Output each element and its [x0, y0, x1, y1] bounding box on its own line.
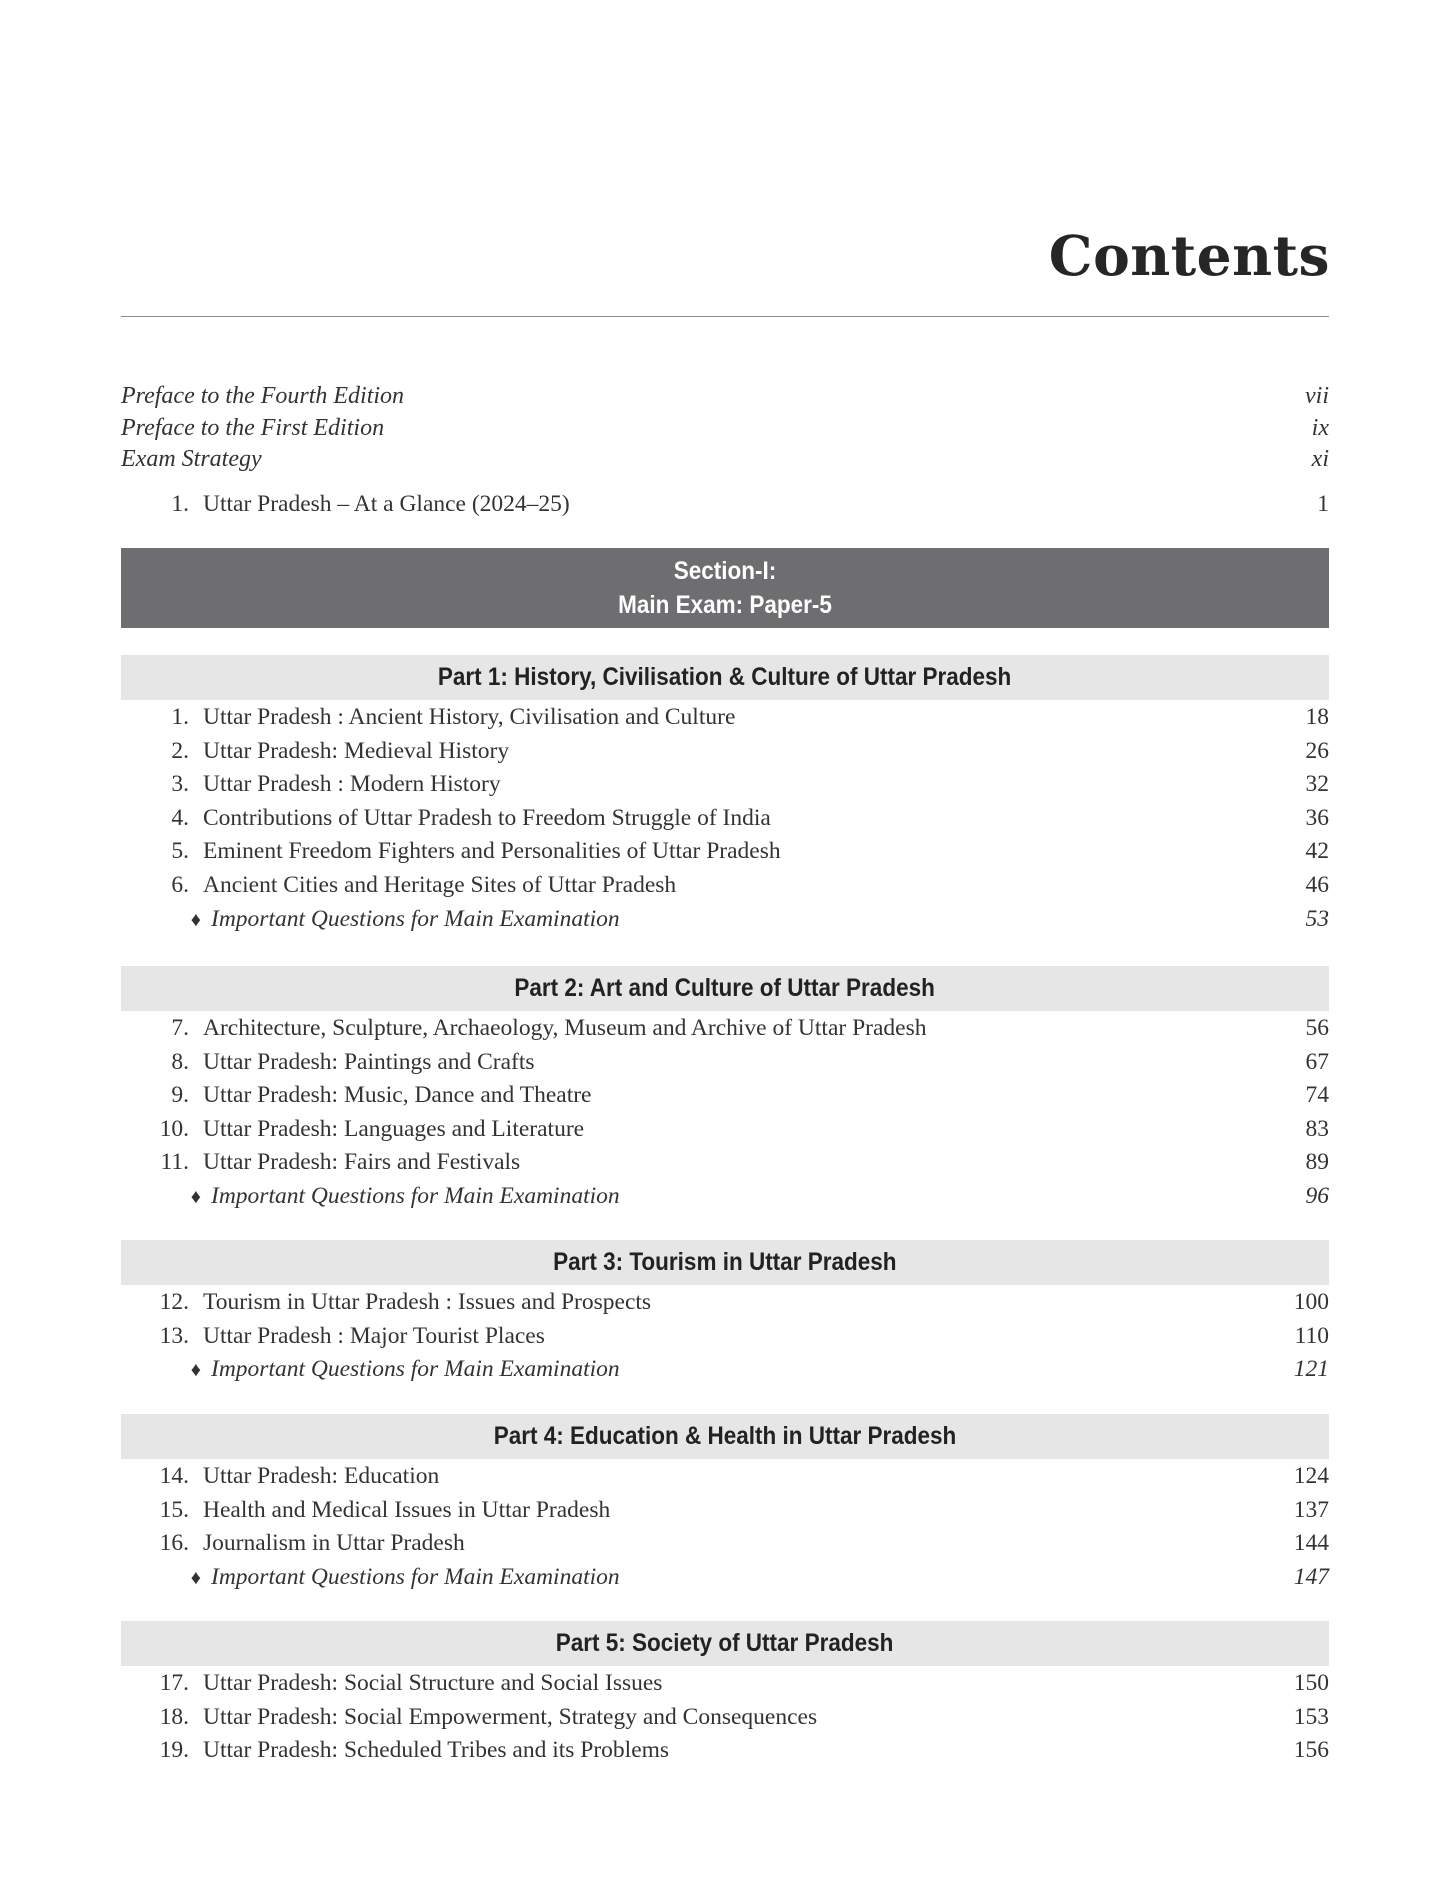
section-subtitle: Main Exam: Paper-5 [618, 591, 832, 619]
part-heading [121, 966, 1329, 1011]
chapter-number: 14. [159, 1463, 189, 1489]
chapter-title: Uttar Pradesh: Education [203, 1463, 440, 1489]
chapter-title: Uttar Pradesh: Music, Dance and Theatre [203, 1082, 592, 1109]
chapter-entry[interactable] [121, 1323, 1329, 1357]
questions-title: Important Questions for Main Examination [211, 1356, 620, 1383]
front-matter-item[interactable] [121, 383, 1329, 415]
chapter-number: 2. [171, 737, 189, 764]
front-matter-page: vii [1305, 383, 1329, 409]
chapter-page: 32 [1305, 771, 1329, 798]
chapter-entry[interactable] [121, 1149, 1329, 1183]
chapter-title: Eminent Freedom Fighters and Personalities of Uttar Pradesh [203, 838, 781, 865]
chapter-page: 144 [1293, 1530, 1329, 1557]
front-matter-page: xi [1311, 446, 1329, 472]
questions-title: Important Questions for Main Examination [211, 905, 620, 932]
chapter-entry[interactable] [121, 738, 1329, 772]
part-heading [121, 1621, 1329, 1666]
chapter-page: 18 [1305, 704, 1329, 730]
questions-entry[interactable] [121, 906, 1329, 941]
chapter-page: 36 [1305, 804, 1329, 831]
chapter-number: 7. [171, 1015, 189, 1041]
chapter-entry[interactable] [121, 1116, 1329, 1150]
chapter-page: 89 [1305, 1149, 1329, 1176]
title-divider [121, 316, 1329, 317]
chapter-entry[interactable] [121, 1497, 1329, 1531]
chapter-title: Uttar Pradesh : Major Tourist Places [203, 1322, 545, 1349]
chapter-number: 17. [159, 1670, 189, 1696]
chapter-entry[interactable] [121, 1670, 1329, 1704]
part-heading-text: Part 3: Tourism in Uttar Pradesh [553, 1248, 897, 1276]
part-chapter-list [121, 1459, 1329, 1599]
section-label: Section-I: [673, 557, 777, 585]
chapter-title: Uttar Pradesh : Ancient History, Civilisation and Culture [203, 704, 736, 730]
chapter-entry[interactable] [121, 1737, 1329, 1771]
chapter-entry[interactable] [121, 1082, 1329, 1116]
chapter-page: 83 [1305, 1115, 1329, 1142]
chapter-number: 13. [159, 1322, 189, 1349]
questions-title: Important Questions for Main Examination [211, 1563, 620, 1590]
chapter-page: 46 [1305, 871, 1329, 898]
chapter-page: 56 [1305, 1015, 1329, 1041]
chapter-title: Tourism in Uttar Pradesh : Issues and Prospects [203, 1289, 652, 1315]
chapter-entry[interactable] [121, 1463, 1329, 1497]
chapter-entry[interactable] [121, 1530, 1329, 1564]
front-matter-title: Exam Strategy [121, 446, 262, 472]
chapter-number: 8. [171, 1048, 189, 1075]
chapter-title: Uttar Pradesh : Modern History [203, 771, 501, 798]
chapter-page: 42 [1305, 838, 1329, 865]
chapter-entry[interactable] [121, 491, 1329, 525]
part-heading [121, 1240, 1329, 1285]
part-heading-text: Part 2: Art and Culture of Uttar Pradesh [514, 974, 936, 1002]
chapter-title: Architecture, Sculpture, Archaeology, Museum and Archive of Uttar Pradesh [203, 1015, 927, 1041]
chapter-page: 110 [1294, 1322, 1329, 1349]
chapter-number: 6. [171, 871, 189, 898]
questions-page: 96 [1305, 1182, 1329, 1209]
front-matter-item[interactable] [121, 446, 1329, 478]
page-title: Contents [1048, 223, 1330, 288]
diamond-bullet-icon: ♦ [190, 1359, 201, 1382]
chapter-entry[interactable] [121, 771, 1329, 805]
part-1 [121, 655, 1329, 941]
chapter-title: Journalism in Uttar Pradesh [203, 1530, 465, 1557]
front-matter-page: ix [1311, 414, 1329, 441]
diamond-bullet-icon: ♦ [190, 1566, 201, 1589]
questions-title: Important Questions for Main Examination [211, 1182, 620, 1209]
front-matter-item[interactable] [121, 415, 1329, 447]
part-5 [121, 1621, 1329, 1771]
chapter-page: 156 [1293, 1737, 1329, 1764]
chapter-entry[interactable] [121, 805, 1329, 839]
chapter-entry[interactable] [121, 838, 1329, 872]
chapter-page: 100 [1293, 1289, 1329, 1315]
chapter-entry[interactable] [121, 1015, 1329, 1049]
chapter-number: 1. [171, 704, 189, 730]
chapter-title: Uttar Pradesh: Fairs and Festivals [203, 1149, 521, 1176]
chapter-number: 12. [159, 1289, 189, 1315]
chapter-title: Uttar Pradesh: Languages and Literature [203, 1115, 585, 1142]
chapter-number: 16. [159, 1530, 189, 1557]
questions-page: 121 [1293, 1356, 1329, 1383]
questions-page: 53 [1305, 905, 1329, 932]
chapter-number: 9. [171, 1082, 189, 1109]
part-heading-text: Part 4: Education & Health in Uttar Pradesh [493, 1422, 957, 1450]
chapter-number: 4. [171, 804, 189, 831]
chapter-number: 18. [159, 1703, 189, 1730]
part-heading [121, 655, 1329, 700]
chapter-number: 11. [160, 1149, 189, 1176]
chapter-title: Ancient Cities and Heritage Sites of Uttar Pradesh [203, 871, 677, 898]
questions-entry[interactable] [121, 1356, 1329, 1391]
chapter-title: Uttar Pradesh: Scheduled Tribes and its Problems [203, 1737, 670, 1764]
chapter-title: Uttar Pradesh: Medieval History [203, 737, 510, 764]
part-chapter-list [121, 1011, 1329, 1218]
chapter-number: 19. [159, 1737, 189, 1764]
part-chapter-list [121, 700, 1329, 941]
section-banner [121, 548, 1329, 628]
chapter-entry[interactable] [121, 704, 1329, 738]
chapter-entry[interactable] [121, 872, 1329, 906]
intro-chapter [121, 491, 1329, 525]
chapter-page: 67 [1305, 1048, 1329, 1075]
chapter-page: 26 [1305, 737, 1329, 764]
front-matter-title: Preface to the Fourth Edition [121, 383, 405, 409]
chapter-title: Uttar Pradesh: Paintings and Crafts [203, 1048, 535, 1075]
chapter-number: 10. [159, 1115, 189, 1142]
diamond-bullet-icon: ♦ [190, 908, 201, 931]
chapter-title: Health and Medical Issues in Uttar Pradesh [203, 1496, 611, 1523]
questions-entry[interactable] [121, 1183, 1329, 1218]
chapter-title: Contributions of Uttar Pradesh to Freedom Struggle of India [203, 804, 771, 831]
part-heading [121, 1414, 1329, 1459]
chapter-page: 150 [1293, 1670, 1329, 1696]
chapter-page: 137 [1293, 1496, 1329, 1523]
part-heading-text: Part 5: Society of Uttar Pradesh [556, 1629, 894, 1657]
chapter-number: 5. [171, 838, 189, 865]
chapter-page: 124 [1293, 1463, 1329, 1489]
chapter-page: 1 [1317, 491, 1329, 517]
front-matter-title: Preface to the First Edition [121, 414, 385, 441]
part-chapter-list [121, 1285, 1329, 1391]
questions-entry[interactable] [121, 1564, 1329, 1599]
part-heading-text: Part 1: History, Civilisation & Culture of Uttar Pradesh [438, 663, 1012, 691]
front-matter-list [121, 383, 1329, 478]
chapter-title: Uttar Pradesh: Social Empowerment, Strategy and Consequences [203, 1703, 818, 1730]
chapter-number: 3. [171, 771, 189, 798]
chapter-title: Uttar Pradesh: Social Structure and Social Issues [203, 1670, 663, 1696]
chapter-entry[interactable] [121, 1289, 1329, 1323]
chapter-number: 1. [171, 491, 189, 517]
part-chapter-list [121, 1666, 1329, 1771]
diamond-bullet-icon: ♦ [190, 1185, 201, 1208]
chapter-entry[interactable] [121, 1704, 1329, 1738]
questions-page: 147 [1293, 1563, 1329, 1590]
chapter-page: 74 [1305, 1082, 1329, 1109]
chapter-title: Uttar Pradesh – At a Glance (2024–25) [203, 491, 570, 517]
chapter-number: 15. [159, 1496, 189, 1523]
part-4 [121, 1414, 1329, 1599]
chapter-entry[interactable] [121, 1049, 1329, 1083]
part-3 [121, 1240, 1329, 1391]
chapter-page: 153 [1293, 1703, 1329, 1730]
part-2 [121, 966, 1329, 1218]
